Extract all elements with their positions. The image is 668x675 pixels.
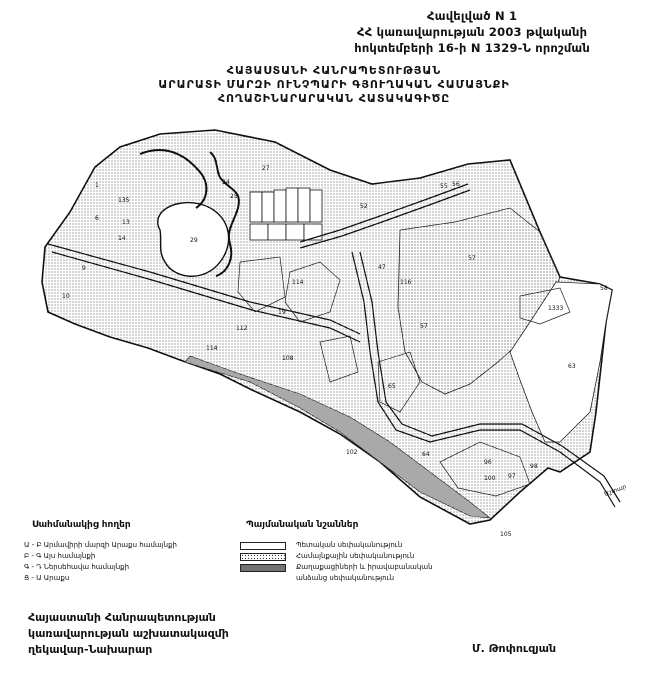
plot-number-19: 19 [278, 309, 286, 316]
plot-number-108: 108 [282, 355, 294, 362]
appendix-line-1: Հավելված N 1 [427, 9, 518, 23]
adjacent-land-item: Գ - Դ Ներսեհավա համայնքի [24, 563, 130, 571]
legend-item-citizen [240, 562, 433, 573]
signatory-block [28, 610, 229, 658]
plot-number-52: 52 [360, 203, 368, 210]
plot-number-105: 105 [500, 531, 512, 538]
road-label: Աշտար [603, 483, 628, 498]
plot-number-24: 24 [222, 179, 230, 186]
map-title-line-1: ՀԱՅԱՍՏԱՆԻ ՀԱՆՐԱՊԵՏՈՒԹՅԱՆ [226, 64, 442, 77]
plot-number-29: 29 [190, 237, 198, 244]
map-title-line-3: ՀՈՂԱՇԻՆԱՐԱՐԱԿԱՆ ՀԱՏԱԿԱԳԻԾԸ [217, 92, 451, 105]
plot-number-55: 55 [440, 183, 448, 190]
plot-number-1: 1 [95, 182, 99, 189]
legend-title: Պայմանական նշաններ [246, 520, 359, 530]
signatory-line-1: Հայաստանի Հանրապետության [28, 611, 216, 624]
legend-label: Համայնքային սեփականություն [296, 552, 415, 560]
legend-label: անձանց սեփականություն [296, 574, 395, 582]
plot-number-1333: 1333 [548, 305, 564, 312]
plot-number-97: 97 [508, 473, 516, 480]
plot-number-100: 100 [484, 475, 496, 482]
adjacent-land-item: Ց - Ա Արաքս [24, 574, 70, 582]
plot-number-13: 13 [122, 219, 130, 226]
plot-number-57: 57 [420, 323, 428, 330]
adjacent-lands-title: Սահմանակից հողեր [32, 520, 131, 530]
map-title [0, 64, 668, 106]
plot-number-57: 57 [468, 255, 476, 262]
plot-number-14: 14 [118, 235, 126, 242]
plot-number-114: 114 [292, 279, 304, 286]
appendix-line-3: հոկտեմբերի 16-ի N 1329-Ն որոշման [354, 41, 590, 55]
legend-label: Պետական սեփականություն [296, 541, 403, 549]
plot-number-102: 102 [346, 449, 358, 456]
appendix-header [354, 8, 590, 56]
signatory-line-2: կառավարության աշխատակազմի [28, 627, 229, 640]
adjacent-land-item: Ա - Բ Արմավիրի մարզի Արաքս համայնքի [24, 541, 177, 549]
appendix-line-2: ՀՀ կառավարության 2003 թվականի [357, 25, 588, 39]
plot-number-10: 10 [62, 293, 70, 300]
plot-grid [250, 188, 322, 240]
plot-number-6: 6 [95, 215, 99, 222]
legend-item-state [240, 540, 433, 551]
adjacent-lands-list [24, 540, 177, 584]
plot-number-116: 116 [400, 279, 412, 286]
legend-item-citizen-cont [240, 573, 433, 584]
plot-number-47: 47 [378, 264, 386, 271]
plot-number-96: 96 [484, 459, 492, 466]
signatory-name: Մ. Թոփուզյան [472, 642, 557, 655]
plot-number-98: 98 [530, 463, 538, 470]
plot-number-112: 112 [236, 325, 248, 332]
legend-label: Քաղաքացիների և իրավաբանական [296, 563, 433, 571]
legend-swatch [240, 542, 286, 550]
plot-number-25: 25 [230, 193, 238, 200]
plot-number-58: 58 [600, 285, 608, 292]
plot-number-9: 9 [82, 265, 86, 272]
legend-swatch [240, 553, 286, 561]
plot-number-65: 65 [388, 383, 396, 390]
plot-number-27: 27 [262, 165, 270, 172]
signatory-line-3: ղեկավար-Նախարար [28, 643, 153, 656]
adjacent-land-item: Բ - Գ Այս համայնքի [24, 552, 96, 560]
plot-number-63: 63 [568, 363, 576, 370]
legend-item-community [240, 551, 433, 562]
map-title-line-2: ԱՐԱՐԱՏԻ ՄԱՐԶԻ ՈՒՆՉՊԱՐԻ ԳՅՈՒՂԱԿԱՆ ՀԱՄԱՅՆՔԻ [158, 78, 510, 91]
plot-number-114: 114 [206, 345, 218, 352]
legend-swatch [240, 564, 286, 572]
plot-number-64: 64 [422, 451, 430, 458]
plot-number-56: 56 [452, 181, 460, 188]
legend-list [240, 540, 433, 584]
plot-number-135: 135 [118, 197, 130, 204]
